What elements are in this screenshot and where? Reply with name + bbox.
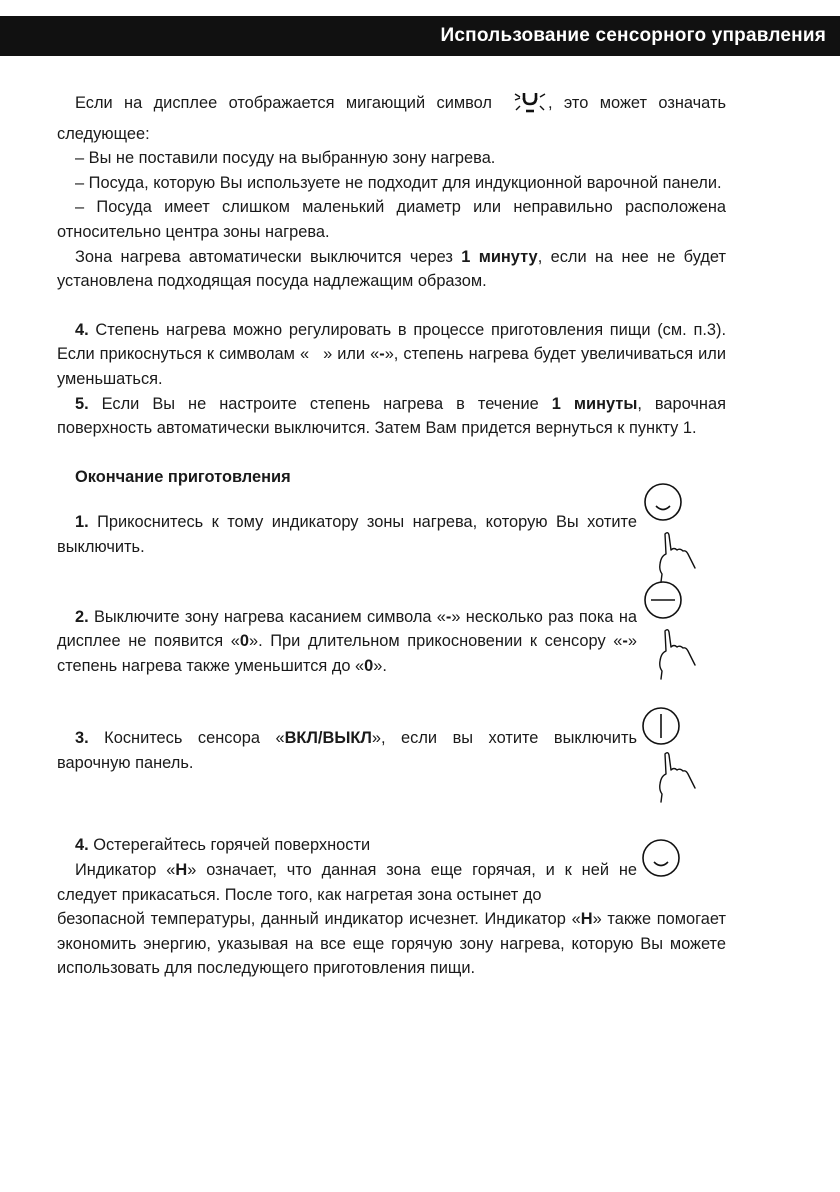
item-4-text: » или « xyxy=(323,345,380,364)
item-5-text: , варочная поверхность автоматически выключится. Затем Вам придется вернуться к пункту 1. xyxy=(57,394,726,438)
intro-text-a: Если на дисплее отображается мигающий символ xyxy=(75,94,492,112)
zero-symbol: 0 xyxy=(364,656,374,675)
step-heading: Остерегайтесь горячей поверхности xyxy=(88,836,371,855)
h-symbol: H xyxy=(580,910,593,929)
auto-off-time: 1 минуту xyxy=(461,247,538,266)
step-text: Коснитесь сенсора « xyxy=(88,729,285,748)
step-number: 3. xyxy=(75,729,89,748)
minus-sensor-icon xyxy=(642,581,688,629)
intro-paragraph xyxy=(57,90,726,146)
item-4-text: Степень нагрева можно регулировать в процессе приготовления пищи (см. п.3). Если прикоснуться к символам « xyxy=(57,320,726,364)
item-5-time: 1 минуты xyxy=(551,394,638,413)
bullet-item: – Вы не поставили посуду на выбранную зону нагрева. xyxy=(75,149,496,168)
power-sensor-icon xyxy=(640,707,686,755)
end-step-4-text-b xyxy=(57,907,726,981)
end-step-1 xyxy=(57,510,637,559)
step-text: Выключите зону нагрева касанием символа « xyxy=(88,607,446,626)
h-symbol: H xyxy=(175,861,188,880)
touching-finger-icon xyxy=(655,750,703,814)
touching-finger-icon xyxy=(655,627,703,691)
end-step-2-text xyxy=(57,605,637,679)
item-4-text: », степень нагрева будет увеличиваться или уменьшаться. xyxy=(57,345,726,388)
auto-off-paragraph xyxy=(57,245,726,294)
step-number: 4. xyxy=(75,836,89,855)
end-step-3 xyxy=(57,726,637,775)
blinking-pot-symbol-icon xyxy=(496,90,546,122)
step-number: 2. xyxy=(75,607,89,626)
page-title: Использование сенсорного управления xyxy=(440,25,826,46)
step-text: Индикатор « xyxy=(75,861,176,880)
power-sensor-label: ВКЛ/ВЫКЛ xyxy=(284,729,372,748)
step-text: Прикоснитесь к тому индикатору зоны нагрева, которую Вы хотите выключить. xyxy=(57,513,637,556)
step-number: 1. xyxy=(75,513,89,532)
step-text: безопасной температуры, данный индикатор исчезнет. Индикатор « xyxy=(57,910,581,929)
minus-symbol: - xyxy=(379,345,385,364)
item-number: 5. xyxy=(75,394,89,413)
item-5-paragraph xyxy=(57,392,726,441)
minus-symbol: - xyxy=(445,607,452,626)
section-title: Окончание приготовления xyxy=(75,467,291,486)
step-text: » означает, что данная зона еще горячая, и к ней не следует прикасаться. После того, как нагретая зона остынет до xyxy=(57,861,638,904)
step-text: » степень нагрева также уменьшится до « xyxy=(57,632,637,675)
step-text: » несколько раз пока на дисплее не появится « xyxy=(57,607,637,651)
zero-symbol: 0 xyxy=(239,632,249,651)
bullet-item: – Посуда, которую Вы используете не подходит для индукционной варочной панели. xyxy=(75,173,722,192)
zone-indicator-icon xyxy=(640,839,686,887)
step-text: », если вы хотите выключить варочную панель. xyxy=(57,729,637,772)
bullet-item: – Посуда имеет слишком маленький диаметр или неправильно расположена относительно центра зоны нагрева. xyxy=(57,198,726,241)
auto-off-text: , если на нее не будет установлена подходящая посуда надлежащим образом. xyxy=(57,247,726,291)
intro-text-b: , это может означать следующее: xyxy=(57,94,726,143)
minus-symbol: - xyxy=(622,632,628,651)
end-step-2 xyxy=(57,605,637,679)
step-text: » также помогает экономить энергию, указывая на все еще горячую зону нагрева, которую Вы можете использовать для последующего приготовления пищи. xyxy=(57,910,726,978)
auto-off-text: Зона нагрева автоматически выключится через xyxy=(75,247,462,266)
end-step-4 xyxy=(57,833,726,981)
end-step-3-text xyxy=(57,726,637,775)
end-step-4-title xyxy=(57,833,726,858)
header-bar xyxy=(0,16,840,56)
zone-indicator-icon xyxy=(642,483,688,531)
item-number: 4. xyxy=(75,320,89,339)
step-text: ». При длительном прикосновении к сенсору « xyxy=(248,632,623,651)
item-5-text: Если Вы не настроите степень нагрева в течение xyxy=(88,394,552,413)
end-step-1-text xyxy=(57,510,637,559)
item-4-paragraph xyxy=(57,318,726,392)
step-text: ». xyxy=(373,656,387,675)
page-content xyxy=(57,90,726,981)
end-step-4-text-a xyxy=(57,858,637,907)
